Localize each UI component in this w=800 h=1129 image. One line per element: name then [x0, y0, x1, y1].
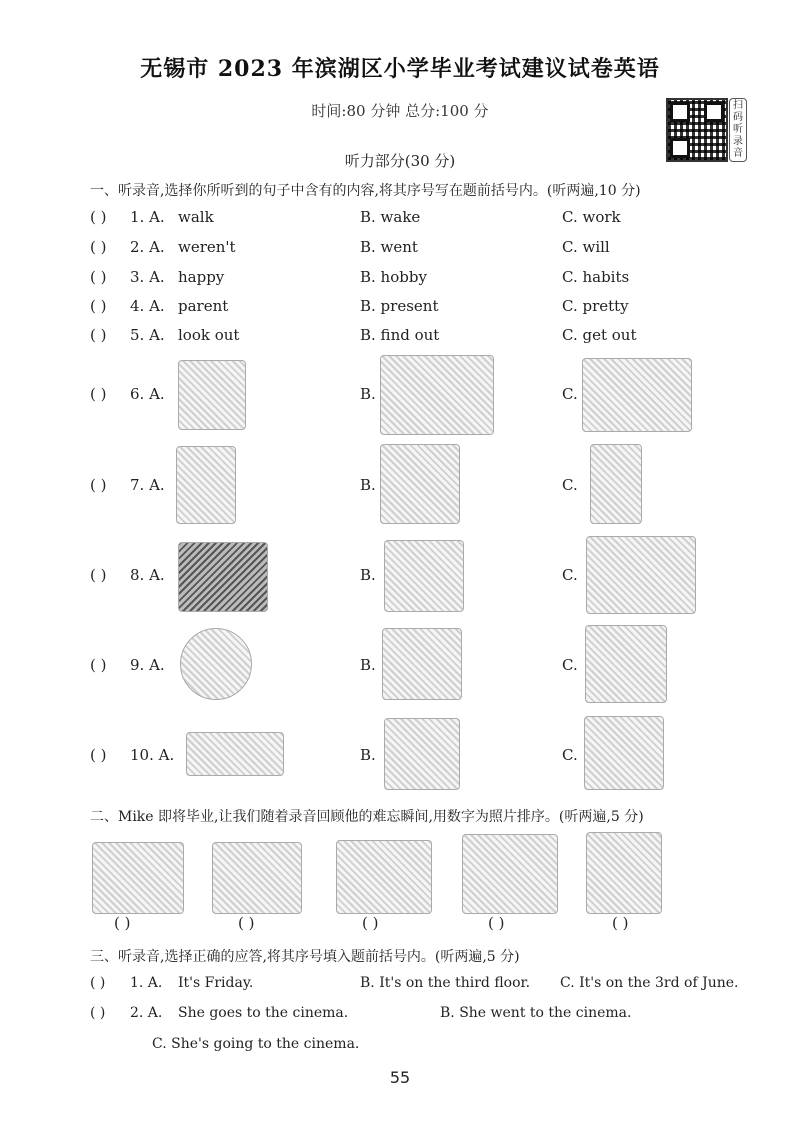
question-number: 8. A. — [130, 566, 165, 584]
option-b: B. present — [360, 297, 439, 315]
option-b: B. find out — [360, 326, 440, 344]
question-row — [90, 208, 780, 230]
answer-paren[interactable]: ( ) — [90, 268, 107, 286]
option-a: walk — [178, 208, 214, 226]
option-c: C. — [562, 566, 578, 584]
option-c: C. — [562, 746, 578, 764]
tower-picture[interactable] — [380, 355, 494, 435]
question-number: 2. A. — [130, 1005, 163, 1021]
option-c: C. — [562, 385, 578, 403]
answer-paren[interactable]: ( ) — [90, 1005, 106, 1021]
option-b: B. hobby — [360, 268, 427, 286]
option-b: B. wake — [360, 208, 421, 226]
option-c: C. habits — [562, 268, 630, 286]
question-row — [90, 297, 780, 319]
order-paren[interactable]: ( ) — [488, 914, 505, 932]
qr-caption: 扫码听录音 — [729, 98, 747, 162]
part1-instruction: 一、听录音,选择你所听到的句子中含有的内容,将其序号写在题前括号内。(听两遍,10 分) — [90, 183, 641, 199]
option-c: C. pretty — [562, 297, 629, 315]
exam-time-score: 时间:80 分钟 总分:100 分 — [311, 102, 489, 120]
option-c: C. get out — [562, 326, 637, 344]
sun-picture[interactable] — [180, 628, 252, 700]
question-number: 2. A. — [130, 238, 165, 256]
photo-4-picture[interactable] — [462, 834, 558, 914]
answer-paren[interactable]: ( ) — [90, 746, 107, 764]
question-number: 10. A. — [130, 746, 175, 764]
order-paren[interactable]: ( ) — [612, 914, 629, 932]
option-c: C. will — [562, 238, 610, 256]
photo-2-picture[interactable] — [212, 842, 302, 914]
question-number: 3. A. — [130, 268, 165, 286]
option-a: happy — [178, 268, 225, 286]
order-paren[interactable]: ( ) — [238, 914, 255, 932]
option-a: She goes to the cinema. — [178, 1005, 349, 1021]
answer-paren[interactable]: ( ) — [90, 208, 107, 226]
answer-paren[interactable]: ( ) — [90, 326, 107, 344]
option-b: B. She went to the cinema. — [440, 1005, 632, 1021]
question-row — [90, 238, 780, 260]
option-c: C. work — [562, 208, 621, 226]
falling-stairs-picture[interactable] — [586, 536, 696, 614]
windy-cloud-picture[interactable] — [382, 628, 462, 700]
option-c: C. It's on the 3rd of June. — [560, 975, 739, 991]
option-b: B. — [360, 385, 376, 403]
question-row — [90, 268, 780, 290]
part3-instruction: 三、听录音,选择正确的应答,将其序号填入题前括号内。(听两遍,5 分) — [90, 949, 520, 965]
reading-girl-picture[interactable] — [380, 444, 460, 524]
option-a: look out — [178, 326, 240, 344]
answer-paren[interactable]: ( ) — [90, 238, 107, 256]
question-number: 6. A. — [130, 385, 165, 403]
question-number: 5. A. — [130, 326, 165, 344]
crossing-road-picture[interactable] — [384, 540, 464, 612]
swimming-picture[interactable] — [178, 542, 268, 612]
option-b: B. went — [360, 238, 418, 256]
answer-paren[interactable]: ( ) — [90, 476, 107, 494]
option-b: B. It's on the third floor. — [360, 975, 531, 991]
photo-3-picture[interactable] — [336, 840, 432, 914]
great-wall-picture[interactable] — [582, 358, 692, 432]
question-number: 9. A. — [130, 656, 165, 674]
option-c: C. — [562, 476, 578, 494]
football-girl-picture[interactable] — [176, 446, 236, 524]
exam-title: 无锡市 2023 年滨湖区小学毕业考试建议试卷英语 — [140, 56, 660, 82]
option-b: B. — [360, 656, 376, 674]
option-a: weren't — [178, 238, 236, 256]
answer-paren[interactable]: ( ) — [90, 656, 107, 674]
option-c: C. She's going to the cinema. — [152, 1036, 360, 1052]
option-b: B. — [360, 476, 376, 494]
option-a: parent — [178, 297, 229, 315]
traffic-cars-picture[interactable] — [186, 732, 284, 776]
option-b: B. — [360, 746, 376, 764]
option-c: C. — [562, 656, 578, 674]
question-number: 1. A. — [130, 208, 165, 226]
page-number: 55 — [389, 1068, 411, 1087]
question-number: 4. A. — [130, 297, 165, 315]
order-paren[interactable]: ( ) — [114, 914, 131, 932]
photo-5-picture[interactable] — [586, 832, 662, 914]
order-paren[interactable]: ( ) — [362, 914, 379, 932]
question-number: 7. A. — [130, 476, 165, 494]
answer-paren[interactable]: ( ) — [90, 297, 107, 315]
trees-picture[interactable] — [384, 718, 460, 790]
dancing-girl-picture[interactable] — [590, 444, 642, 524]
option-b: B. — [360, 566, 376, 584]
answer-paren[interactable]: ( ) — [90, 975, 106, 991]
answer-paren[interactable]: ( ) — [90, 385, 107, 403]
waterfall-picture[interactable] — [584, 716, 664, 790]
question-row — [90, 1005, 780, 1027]
photo-1-picture[interactable] — [92, 842, 184, 914]
question-row-continued — [90, 1036, 780, 1058]
rain-cloud-picture[interactable] — [585, 625, 667, 703]
qr-corner-icon — [704, 102, 724, 122]
question-number: 1. A. — [130, 975, 163, 991]
option-a: It's Friday. — [178, 975, 254, 991]
part2-instruction: 二、Mike 即将毕业,让我们随着录音回顾他的难忘瞬间,用数字为照片排序。(听两遍,5 分) — [90, 809, 644, 825]
castle-picture[interactable] — [178, 360, 246, 430]
answer-paren[interactable]: ( ) — [90, 566, 107, 584]
question-row — [90, 975, 780, 997]
qr-corner-icon — [670, 102, 690, 122]
listening-heading: 听力部分(30 分) — [344, 152, 456, 170]
question-row — [90, 326, 780, 348]
